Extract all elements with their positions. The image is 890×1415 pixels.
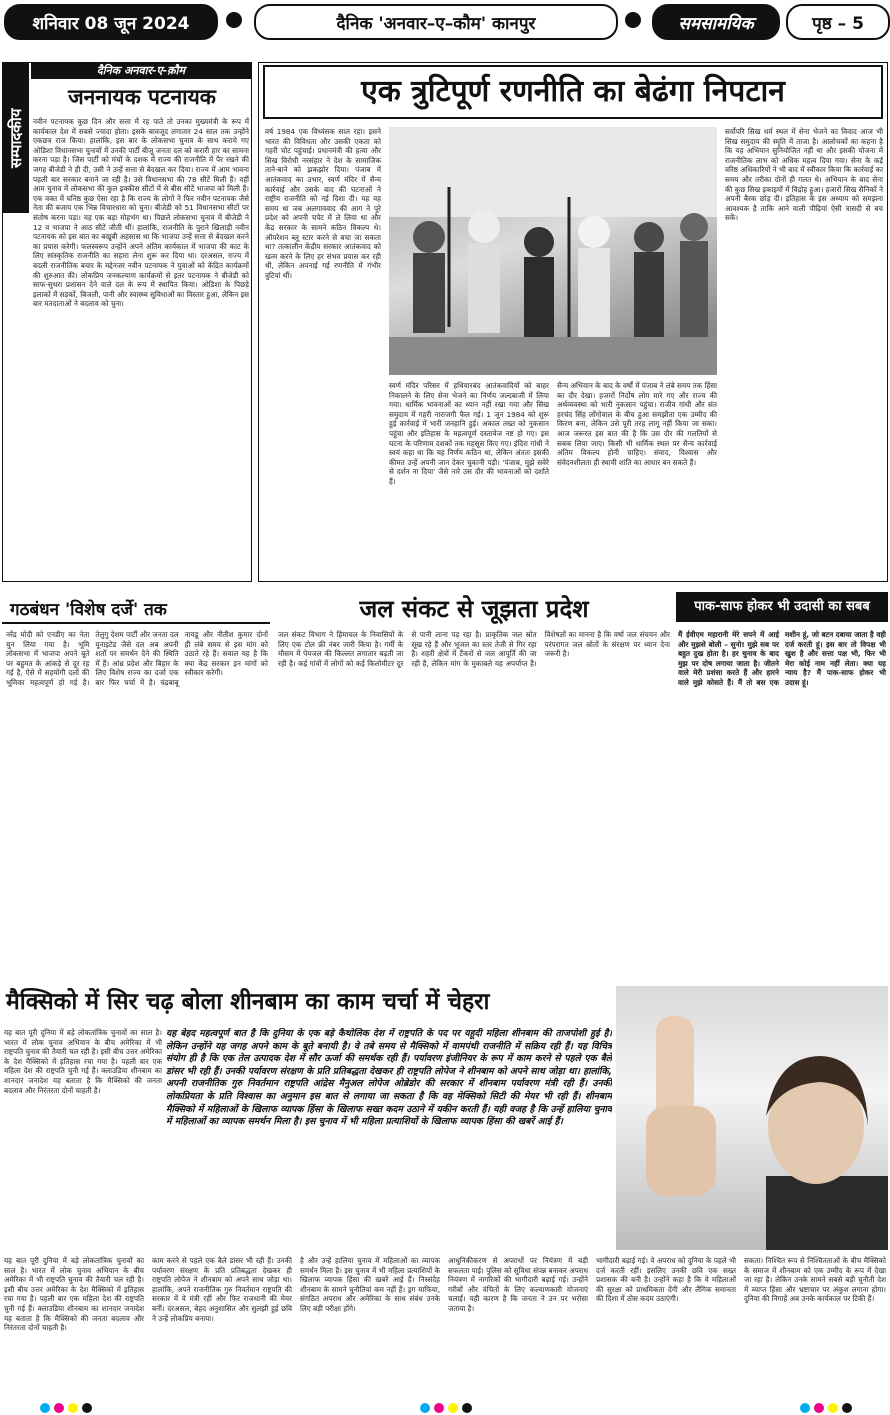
mexico-headline: मैक्सिको में सिर चढ़ बोला शीनबाम का काम चर्चा में चेहरा	[6, 989, 490, 1015]
mexico-standfirst: यह बेहद महत्वपूर्ण बात है कि दुनिया के एक बड़े कैथोलिक देश में राष्ट्रपति के पद पर यहूदी महिला शीनबाम की ताजपोशी हुई है। लेकिन उन्होंने यह जगह अपने काम के बूते बनायी है। वे तबे समय से मैक्सिको में वामपंथी राजनीति में सक्रिय रही हैं। यह विचित्र संयोग ही है कि एक तेल उत्पादक देश में सौर ऊर्जा की समर्थक रही हैं। पर्यावरण इंजीनियर के रूप में काम करने से पहले एक बैले डांसर भी रही हैं। उनकी पर्यावरण संरक्षण के प्रति प्रतिबद्धता देखकर ही राष्ट्रपति लोपेज ने शीनबाम को अपने साथ जोड़ा था। हालांकि, अपनी राजनीतिक गुरु निवर्तमान राष्ट्रपति आंद्रेस मैनुअल लोपेज ओब्रेडोर की सरकार में शीनबाम पर्यावरण मंत्री रही हैं। उनकी लोकप्रियता के प्रति विश्वास का अनुमान इस बात से लगाया जा सकता है कि वह मेक्सिको सिटी की मेयर भी रही हैं। शीनबाम मैक्सिको में महिलाओं के खिलाफ व्यापक हिंसा के खिलाफ सख्त कदम उठाने में यकीन करती हैं। यही वजह है कि उन्हें हालिया चुनाव में महिलाओं का व्यापक समर्थन मिला है। इस चुनाव में भी महिला प्रत्याशियों के खिलाफ व्यापक हिंसा की खबरें आई हैं।	[166, 1028, 612, 1128]
mexico-col-2: काम करने से पहले एक बैले डांसर भी रही हैं। उनकी पर्यावरण संरक्षण के प्रति प्रतिबद्धता देखकर ही राष्ट्रपति लोपेज ने शीनबाम को अपने साथ जोड़ा था। हालांकि, अपने राजनीतिक गुरु निवर्तमान राष्ट्रपति की सरकार में वे मंत्री रहीं और फिर राजधानी की मेयर बनीं। दरअसल, बेहद अनुशासित और सुलझी हुई छवि ने उन्हें लोकप्रिय बनाया।	[152, 1256, 292, 1323]
editorial-source: दैनिक अनवार-ए-क़ौम	[31, 63, 251, 79]
second-band	[2, 590, 888, 960]
masthead	[0, 0, 890, 42]
editorial-box	[2, 62, 252, 582]
mexico-col-5: भागीदारी बढ़ाई गई। वे अपराध को दुनिया के पहले भी दर्ज करती रहीं। इसलिए उनकी छवि एक सख्त प्रशासक की बनी है। उन्होंने कहा है कि वे महिलाओं की सुरक्षा को प्राथमिकता देंगी और लैंगिक समानता की दिशा में ठोस कदम उठाएंगी।	[596, 1256, 736, 1304]
water-crisis-body: जल संकट विभाग ने हिमाचल के निवासियों के लिए एक टोल फ्री नंबर जारी किया है। गर्मी के मौसम में पेयजल की किल्लत लगातार बढ़ती जा रही है। कई गांवों में लोगों को कई किलोमीटर दूर से पानी लाना पड़ रहा है। प्राकृतिक जल स्रोत सूख रहे हैं और भूजल का स्तर तेजी से गिर रहा है। शहरी क्षेत्रों में टैंकरों से जल आपूर्ति की जा रही है, लेकिन मांग के मुकाबले यह अपर्याप्त है। विशेषज्ञों का मानना है कि वर्षा जल संचयन और परंपरागत जल स्रोतों के संरक्षण पर ध्यान देना जरूरी है।	[278, 630, 670, 668]
masthead-date: शनिवार 08 जून 2024	[4, 4, 218, 40]
editorial-title: जननायक पटनायक	[68, 85, 216, 109]
mexico-col-3: है और उन्हें हालिया चुनाव में महिलाओं का व्यापक समर्थन मिला है। इस चुनाव में भी महिला प्रत्याशियों के खिलाफ व्यापक हिंसा की खबरें आई हैं। निस्संदेह शीनबाम के सामने चुनौतियां कम नहीं हैं। ड्रग माफिया, संगठित अपराध और अमेरिका के साथ संबंध उनके लिए बड़ी परीक्षा होंगे।	[300, 1256, 440, 1313]
portrait-illustration	[616, 986, 888, 1250]
masthead-section: समसामयिक	[652, 4, 780, 40]
registration-marks	[0, 1402, 890, 1415]
satire-body: मैं ईवीएम महारानी मेरे सपने में आई और मुझसे बोली – सुनो! मुझे सब पर बहुत दुख होता है। हर चुनाव के बाद मुझ पर दोष लगाया जाता है। जीतने वाले मेरी प्रशंसा करते हैं और हारने वाले मुझे कोसते हैं। मैं तो बस एक मशीन हूं, जो बटन दबाया जाता है वही दर्ज करती हूं। इस बार तो विपक्ष भी खुश है और सत्ता पक्ष भी, फिर भी मेरा कोई नाम नहीं लेता। क्या यह न्याय है? मैं पाक-साफ होकर भी उदास हूं।	[678, 630, 886, 687]
alliance-article	[2, 590, 270, 960]
lead-column-3: सैन्य अभियान के बाद के वर्षों में पंजाब ने लंबे समय तक हिंसा का दौर देखा। हजारों निर्दोष लोग मारे गए और राज्य की अर्थव्यवस्था को भारी नुकसान पहुंचा। राजीव गांधी और संत हरचंद सिंह लोंगोवाल के बीच हुआ समझौता एक उम्मीद की किरण बना, लेकिन उसे पूरी तरह लागू नहीं किया जा सका। आज जरूरत इस बात की है कि उस दौर की गलतियों से सबक लिया जाए। किसी भी धार्मिक स्थल पर सैन्य कार्रवाई अंतिम विकल्प होनी चाहिए। संवाद, विश्वास और संवेदनशीलता ही स्थायी शांति का आधार बन सकते हैं।	[557, 381, 717, 467]
editorial-vertical-tag: सम्पादकीय	[3, 63, 29, 213]
bullet-icon	[625, 12, 641, 28]
water-crisis-headline: जल संकट से जूझता प्रदेश	[359, 595, 589, 623]
mexico-standfirst-box	[166, 1028, 612, 1250]
water-crisis-article	[276, 590, 672, 960]
lead-article	[258, 62, 888, 582]
mexico-left-column: यह बात पूरी दुनिया में बड़े लोकतांत्रिक चुनावों का साल है। भारत में लोक चुनाव अभियान के बीच अमेरिका में भी राष्ट्रपति चुनाव की तैयारी चल रही है। इसी बीच उत्तर अमेरिका के देश मैक्सिको में इतिहास रचा गया है। पहली बार एक महिला देश की राष्ट्रपति चुनी गई हैं। क्लाउडिया शीनबाम का शानदार जनादेश यह बताता है कि मैक्सिको की जनता बदलाव और निरंतरता दोनों चाहती है।	[4, 1028, 162, 1095]
lead-headline-banner	[263, 65, 883, 119]
satire-headline: पाक-साफ होकर भी उदासी का सबब	[676, 592, 888, 622]
masthead-page-number: पृष्ठ – 5	[786, 4, 890, 40]
lead-column-2: स्वर्ण मंदिर परिसर में हथियारबंद आतंकवादियों को बाहर निकालने के लिए सेना भेजने का निर्णय जल्दबाजी में लिया गया। धार्मिक भावनाओं का ध्यान नहीं रखा गया और सिख समुदाय में गहरी नाराजगी फैल गई। 1 जून 1984 को शुरू हुई कार्रवाई में भारी जनहानि हुई। अकाल तख्त को नुकसान पहुंचा और इतिहास के महत्वपूर्ण दस्तावेज नष्ट हो गए। इस घटना के परिणाम दशकों तक महसूस किए गए। इंदिरा गांधी ने स्वयं कहा था कि यह निर्णय कठिन था, लेकिन अंततः इसकी कीमत उन्हें अपनी जान देकर चुकानी पड़ी। 'पंजाब, मुझे सवेरे से दर्शन ना दिया' जैसे नारे उस दौर की भावनाओं को दर्शाते हैं।	[389, 381, 549, 486]
mexico-article	[2, 980, 888, 1400]
bullet-icon	[226, 12, 242, 28]
lead-headline: एक त्रुटिपूर्ण रणनीति का बेढंगा निपटान	[361, 74, 785, 109]
alliance-body: नरेंद्र मोदी को एनडीए का नेता चुन लिया गया है। भूमि लोकसभा में भाजपा अपने बूते पर बहुमत के आंकड़े से दूर रह गई है, ऐसे में सहयोगी दलों की भूमिका महत्वपूर्ण हो गई है। तेलुगु देशम पार्टी और जनता दल यूनाइटेड जैसे दल अब अपनी शर्तों पर समर्थन देने की स्थिति में हैं। आंध्र प्रदेश और बिहार के लिए विशेष राज्य का दर्जा एक बार फिर चर्चा में है। चंद्रबाबू नायडू और नीतीश कुमार दोनों ही लंबे समय से इस मांग को उठाते रहे हैं। सवाल यह है कि क्या केंद्र सरकार इन मांगों को स्वीकार करेगी।	[6, 630, 268, 687]
mexico-col-1: यह बात पूरी दुनिया में बड़े लोकतांत्रिक चुनावों का साल है। भारत में लोक चुनाव अभियान के बीच अमेरिका में भी राष्ट्रपति चुनाव की तैयारी चल रही है। इसी बीच उत्तर अमेरिका के देश मैक्सिको में इतिहास रचा गया है। पहली बार एक महिला देश की राष्ट्रपति चुनी गई हैं। क्लाउडिया शीनबाम का शानदार जनादेश यह बताता है कि मैक्सिको की जनता बदलाव और निरंतरता दोनों चाहती है।	[4, 1256, 144, 1333]
mexico-col-6: सकता। निश्चित रूप से निश्चितताओं के बीच मैक्सिको के समाज में शीनबाम को एक उम्मीद के रूप में देखा जा रहा है। लेकिन उनके सामने सबसे बड़ी चुनौती देश में व्याप्त हिंसा और भ्रष्टाचार पर अंकुश लगाना होगा। दुनिया की निगाहें अब उनके कार्यकाल पर टिकी हैं।	[744, 1256, 886, 1304]
lead-column-4: सर्वोपरि सिख धर्म स्थल में सेना भेजने का विवाद आज भी सिख समुदाय की स्मृति में ताजा है। आलोचकों का कहना है कि यह अभियान सुनियोजित नहीं था और इसकी योजना में राजनीतिक लाभ को अधिक महत्व दिया गया। सेना के कई वरिष्ठ अधिकारियों ने भी बाद में स्वीकार किया कि कार्रवाई का समय और तरीका दोनों ही गलत थे। अभियान के बाद सेना की कुछ सिख इकाइयों में विद्रोह हुआ। हजारों सिख सैनिकों ने अपनी बैरक छोड़ दी। इतिहास के इस अध्याय को समझना आवश्यक है ताकि आने वाली पीढ़ियां ऐसी त्रासदी से बच सकें।	[725, 127, 883, 223]
editorial-body: नवीन पटनायक कुछ दिन और सत्ता में रह पाते तो उनका मुख्यमंत्री के रूप में कार्यकाल देश में सबसे ज्यादा होता। इसके बावजूद लगातार 24 साल तक उन्होंने एकछत्र राज किया। हालांकि, इस बार के लोकसभा चुनाव के साथ कराये गए ओडिशा विधानसभा चुनावों में उनकी पार्टी बीजू जनता दल को करारी हार का सामना करना पड़ा है। जिस पार्टी को मंचों के दशक में राज्य की राजनीति में पैर रखने की जगह बीजेडी ने ही दी, उसी ने उन्हें सत्ता से बेदखल कर दिया। राज्य में आम भावना पहली बार सरकार बनाने जा रही है। उसे विधानसभा की 78 सीटें मिली हैं। वहीं आम चुनाव में लोकसभा की कुल इक्कीस सीटों में से बीस सीटें भाजपा को मिली हैं। एक वक्त में घनिष्ठ कुछ ऐसा रहा है कि राज्य के लोगों ने फिर नवीन पटनायक जैसे नेता की बजाय एक भिन्न विचारधारा को चुना। बीजेडी को 51 विधानसभा सीटों पर संतोष करना पड़ा। यह एक बड़ा मोहभंग था। पिछले लोकसभा चुनाव में बीजेडी ने 12 व भाजपा ने आठ सीटें जीती थीं। हालांकि, राजनीति के पुराने खिलाड़ी नवीन पटनायक को इस बात का बखूबी अहसास था कि भाजपा उन्हें सत्ता से बेदखल करने का प्रयास करेगी। फलस्वरूप उन्होंने अपने अंतिम कार्यकाल में भाजपा की काट के लिए सांस्कृतिक राजनीति का सहारा लेना शुरू कर दिया था। दरअसल, राज्य में बदली राजनीतिक बयार के मद्देनजर नवीन पटनायक ने युवाओं को केंद्रित कार्यक्रमों की शुरुआत की। लोकप्रिय जनकल्याण कार्यक्रमों से इतर पटनायक ने बीजेडी को साफ-सुथरा प्रशासन देने वाले दल के रूप में स्थापित किया। ओडिशा के पिछड़े इलाकों में सड़कों, बिजली, पानी और स्वास्थ्य सुविधाओं का विस्तार हुआ, लेकिन इस बार मतदाताओं ने बदलाव को चुना।	[33, 117, 249, 309]
sheinbaum-photo	[616, 986, 888, 1250]
mexico-headline-box	[2, 980, 612, 1024]
alliance-headline: गठबंधन 'विशेष दर्जे' तक	[10, 600, 167, 620]
lead-photo	[389, 127, 717, 375]
crowd-illustration	[389, 127, 717, 375]
lead-column-1: वर्ष 1984 एक विध्वंसक साल रहा। इसने भारत की विविधता और उसकी एकता को गहरी चोट पहुंचाई। प्रधानमंत्री की हत्या और सिख विरोधी नरसंहार ने देश के सामाजिक ताने-बाने को झकझोर दिया। पंजाब में आतंकवाद का उभार, स्वर्ण मंदिर में सैन्य कार्रवाई और उसके बाद की घटनाओं ने राष्ट्रीय राजनीति को नई दिशा दी। यह वह समय था जब अलगाववाद की आग ने पूरे प्रदेश को अपनी चपेट में ले लिया था और केंद्र सरकार के सामने कठिन विकल्प थे। ऑपरेशन ब्लू स्टार करने से बचा जा सकता था? तत्कालीन केंद्रीय सरकार आतंकवाद को खत्म करने के लिए हर संभव प्रयास कर रही थी, लेकिन अपनाई गई रणनीति में गंभीर त्रुटियां थीं।	[265, 127, 381, 280]
satire-article	[676, 590, 888, 960]
masthead-paper-name: दैनिक 'अनवार–ए–कौम' कानपुर	[254, 4, 618, 40]
mexico-col-4: आधुनिकीकरण से अपराधों पर नियंत्रण में बड़ी सफलता पाई। पुलिस को सुविधा संपन्न बनाकर अपराध नियंत्रण में नागरिकों की भागीदारी बढ़ाई गई। उन्होंने गरीबों और वंचितों के लिए कल्याणकारी योजनाएं चलाईं। यही कारण है कि जनता ने उन पर भरोसा जताया है।	[448, 1256, 588, 1313]
